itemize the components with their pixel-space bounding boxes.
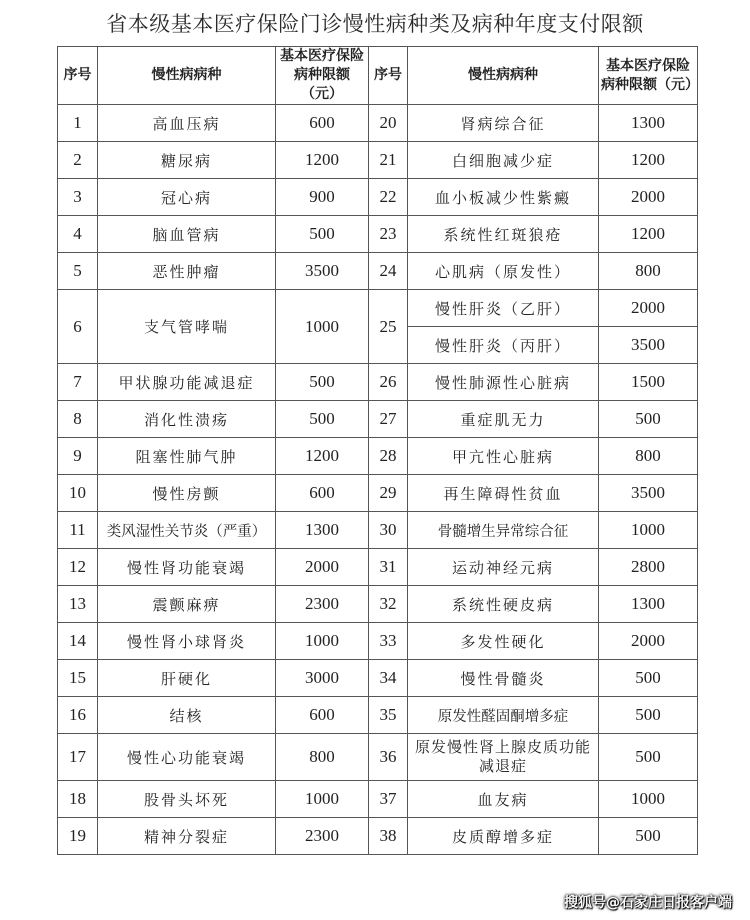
- limit-value: 500: [599, 697, 698, 734]
- limit-value: 1000: [599, 781, 698, 818]
- disease-name: 系统性红斑狼疮: [408, 216, 599, 253]
- disease-name: 血小板减少性紫癜: [408, 179, 599, 216]
- table-row: [58, 586, 698, 623]
- disease-name: 系统性硬皮病: [408, 586, 599, 623]
- limit-value: 1200: [276, 142, 369, 179]
- page-title: 省本级基本医疗保险门诊慢性病种类及病种年度支付限额: [106, 12, 644, 36]
- limit-value: 500: [276, 401, 369, 438]
- disease-name: 肾病综合征: [408, 105, 599, 142]
- disease-name: 皮质醇增多症: [408, 818, 599, 855]
- disease-name: 甲亢性心脏病: [408, 438, 599, 475]
- row-number: 4: [58, 216, 98, 253]
- limit-value: 1000: [276, 781, 369, 818]
- disease-name: 结核: [98, 697, 276, 734]
- table-row: [58, 179, 698, 216]
- table-row: [58, 818, 698, 855]
- row-number: 8: [58, 401, 98, 438]
- header-disease: 慢性病病种: [98, 47, 276, 105]
- table-row: [58, 475, 698, 512]
- limit-value: 500: [276, 216, 369, 253]
- limit-value: 3000: [276, 660, 369, 697]
- table-row: [58, 290, 698, 327]
- table-row: [58, 142, 698, 179]
- disease-name: 震颤麻痹: [98, 586, 276, 623]
- table-header-row: [58, 47, 698, 105]
- row-number: 20: [369, 105, 408, 142]
- limit-value: 2000: [599, 179, 698, 216]
- watermark: 搜狐号@石家庄日报客户端: [564, 895, 732, 911]
- limit-value: 900: [276, 179, 369, 216]
- disease-name: 支气管哮喘: [98, 290, 276, 364]
- row-number: 18: [58, 781, 98, 818]
- row-number: 17: [58, 734, 98, 781]
- row-number: 28: [369, 438, 408, 475]
- header-no: 序号: [58, 47, 98, 105]
- limit-value: 2300: [276, 818, 369, 855]
- row-number: 13: [58, 586, 98, 623]
- disease-name: 慢性肾功能衰竭: [98, 549, 276, 586]
- row-number: 3: [58, 179, 98, 216]
- disease-name: 血友病: [408, 781, 599, 818]
- row-number: 32: [369, 586, 408, 623]
- disease-name: 原发性醛固酮增多症: [408, 697, 599, 734]
- limit-value: 800: [599, 253, 698, 290]
- disease-name: 慢性肺源性心脏病: [408, 364, 599, 401]
- limit-value: 600: [276, 697, 369, 734]
- disease-limit-table: [57, 46, 698, 855]
- limit-value: 500: [599, 401, 698, 438]
- row-number: 27: [369, 401, 408, 438]
- limit-value: 500: [599, 818, 698, 855]
- limit-value: 2000: [599, 623, 698, 660]
- table-row: [58, 734, 698, 781]
- row-number: 19: [58, 818, 98, 855]
- disease-name: 慢性肝炎（乙肝）: [408, 290, 599, 327]
- row-number: 11: [58, 512, 98, 549]
- disease-name: 慢性心功能衰竭: [98, 734, 276, 781]
- table-row: [58, 364, 698, 401]
- limit-value: 800: [599, 438, 698, 475]
- row-number: 30: [369, 512, 408, 549]
- disease-name: 糖尿病: [98, 142, 276, 179]
- limit-value: 1000: [276, 290, 369, 364]
- row-number: 16: [58, 697, 98, 734]
- limit-value: 500: [276, 364, 369, 401]
- table-row: [58, 105, 698, 142]
- disease-name: 冠心病: [98, 179, 276, 216]
- disease-name: 股骨头坏死: [98, 781, 276, 818]
- row-number: 21: [369, 142, 408, 179]
- row-number: 36: [369, 734, 408, 781]
- limit-value: 1200: [599, 216, 698, 253]
- row-number: 22: [369, 179, 408, 216]
- row-number: 10: [58, 475, 98, 512]
- disease-name: 白细胞减少症: [408, 142, 599, 179]
- row-number: 33: [369, 623, 408, 660]
- table-row: [58, 623, 698, 660]
- limit-value: 1300: [599, 586, 698, 623]
- disease-name: 阻塞性肺气肿: [98, 438, 276, 475]
- disease-name: 重症肌无力: [408, 401, 599, 438]
- disease-name: 原发慢性肾上腺皮质功能减退症: [408, 734, 599, 781]
- limit-value: 1000: [599, 512, 698, 549]
- header-no-right: 序号: [369, 47, 408, 105]
- table-row: [58, 401, 698, 438]
- limit-value: 800: [276, 734, 369, 781]
- limit-value: 600: [276, 475, 369, 512]
- disease-name: 精神分裂症: [98, 818, 276, 855]
- disease-name: 慢性房颤: [98, 475, 276, 512]
- limit-value: 3500: [599, 327, 698, 364]
- disease-name: 恶性肿瘤: [98, 253, 276, 290]
- disease-name: 心肌病（原发性）: [408, 253, 599, 290]
- header-limit: 基本医疗保险病种限额（元）: [276, 47, 369, 105]
- table-row: [58, 438, 698, 475]
- row-number: 26: [369, 364, 408, 401]
- limit-value: 500: [599, 660, 698, 697]
- disease-name: 甲状腺功能减退症: [98, 364, 276, 401]
- row-number: 31: [369, 549, 408, 586]
- row-number: 14: [58, 623, 98, 660]
- limit-value: 2000: [599, 290, 698, 327]
- row-number: 5: [58, 253, 98, 290]
- header-disease-right: 慢性病病种: [408, 47, 599, 105]
- limit-value: 3500: [276, 253, 369, 290]
- disease-name: 肝硬化: [98, 660, 276, 697]
- disease-name: 慢性肝炎（丙肝）: [408, 327, 599, 364]
- row-number: 2: [58, 142, 98, 179]
- table-row: [58, 781, 698, 818]
- row-number: 34: [369, 660, 408, 697]
- disease-name: 高血压病: [98, 105, 276, 142]
- table-row: [58, 216, 698, 253]
- row-number: 37: [369, 781, 408, 818]
- table-row: [58, 512, 698, 549]
- limit-value: 1300: [276, 512, 369, 549]
- limit-value: 1000: [276, 623, 369, 660]
- row-number: 9: [58, 438, 98, 475]
- limit-value: 2800: [599, 549, 698, 586]
- disease-name: 脑血管病: [98, 216, 276, 253]
- table-row: [58, 697, 698, 734]
- row-number: 15: [58, 660, 98, 697]
- table-row: [58, 253, 698, 290]
- disease-name: 消化性溃疡: [98, 401, 276, 438]
- disease-name: 运动神经元病: [408, 549, 599, 586]
- limit-value: 2000: [276, 549, 369, 586]
- limit-value: 500: [599, 734, 698, 781]
- row-number: 25: [369, 290, 408, 364]
- row-number: 23: [369, 216, 408, 253]
- row-number: 12: [58, 549, 98, 586]
- row-number: 38: [369, 818, 408, 855]
- row-number: 29: [369, 475, 408, 512]
- limit-value: 1300: [599, 105, 698, 142]
- row-number: 1: [58, 105, 98, 142]
- disease-name: 骨髓增生异常综合征: [408, 512, 599, 549]
- limit-value: 2300: [276, 586, 369, 623]
- limit-value: 1200: [599, 142, 698, 179]
- limit-value: 1500: [599, 364, 698, 401]
- table-row: [58, 549, 698, 586]
- disease-name: 再生障碍性贫血: [408, 475, 599, 512]
- row-number: 6: [58, 290, 98, 364]
- limit-value: 3500: [599, 475, 698, 512]
- row-number: 7: [58, 364, 98, 401]
- limit-value: 1200: [276, 438, 369, 475]
- disease-name: 慢性骨髓炎: [408, 660, 599, 697]
- table-row: [58, 660, 698, 697]
- disease-name: 慢性肾小球肾炎: [98, 623, 276, 660]
- limit-value: 600: [276, 105, 369, 142]
- row-number: 35: [369, 697, 408, 734]
- row-number: 24: [369, 253, 408, 290]
- disease-name: 多发性硬化: [408, 623, 599, 660]
- disease-name: 类风湿性关节炎（严重）: [98, 512, 276, 549]
- header-limit-right: 基本医疗保险病种限额（元）: [599, 47, 698, 105]
